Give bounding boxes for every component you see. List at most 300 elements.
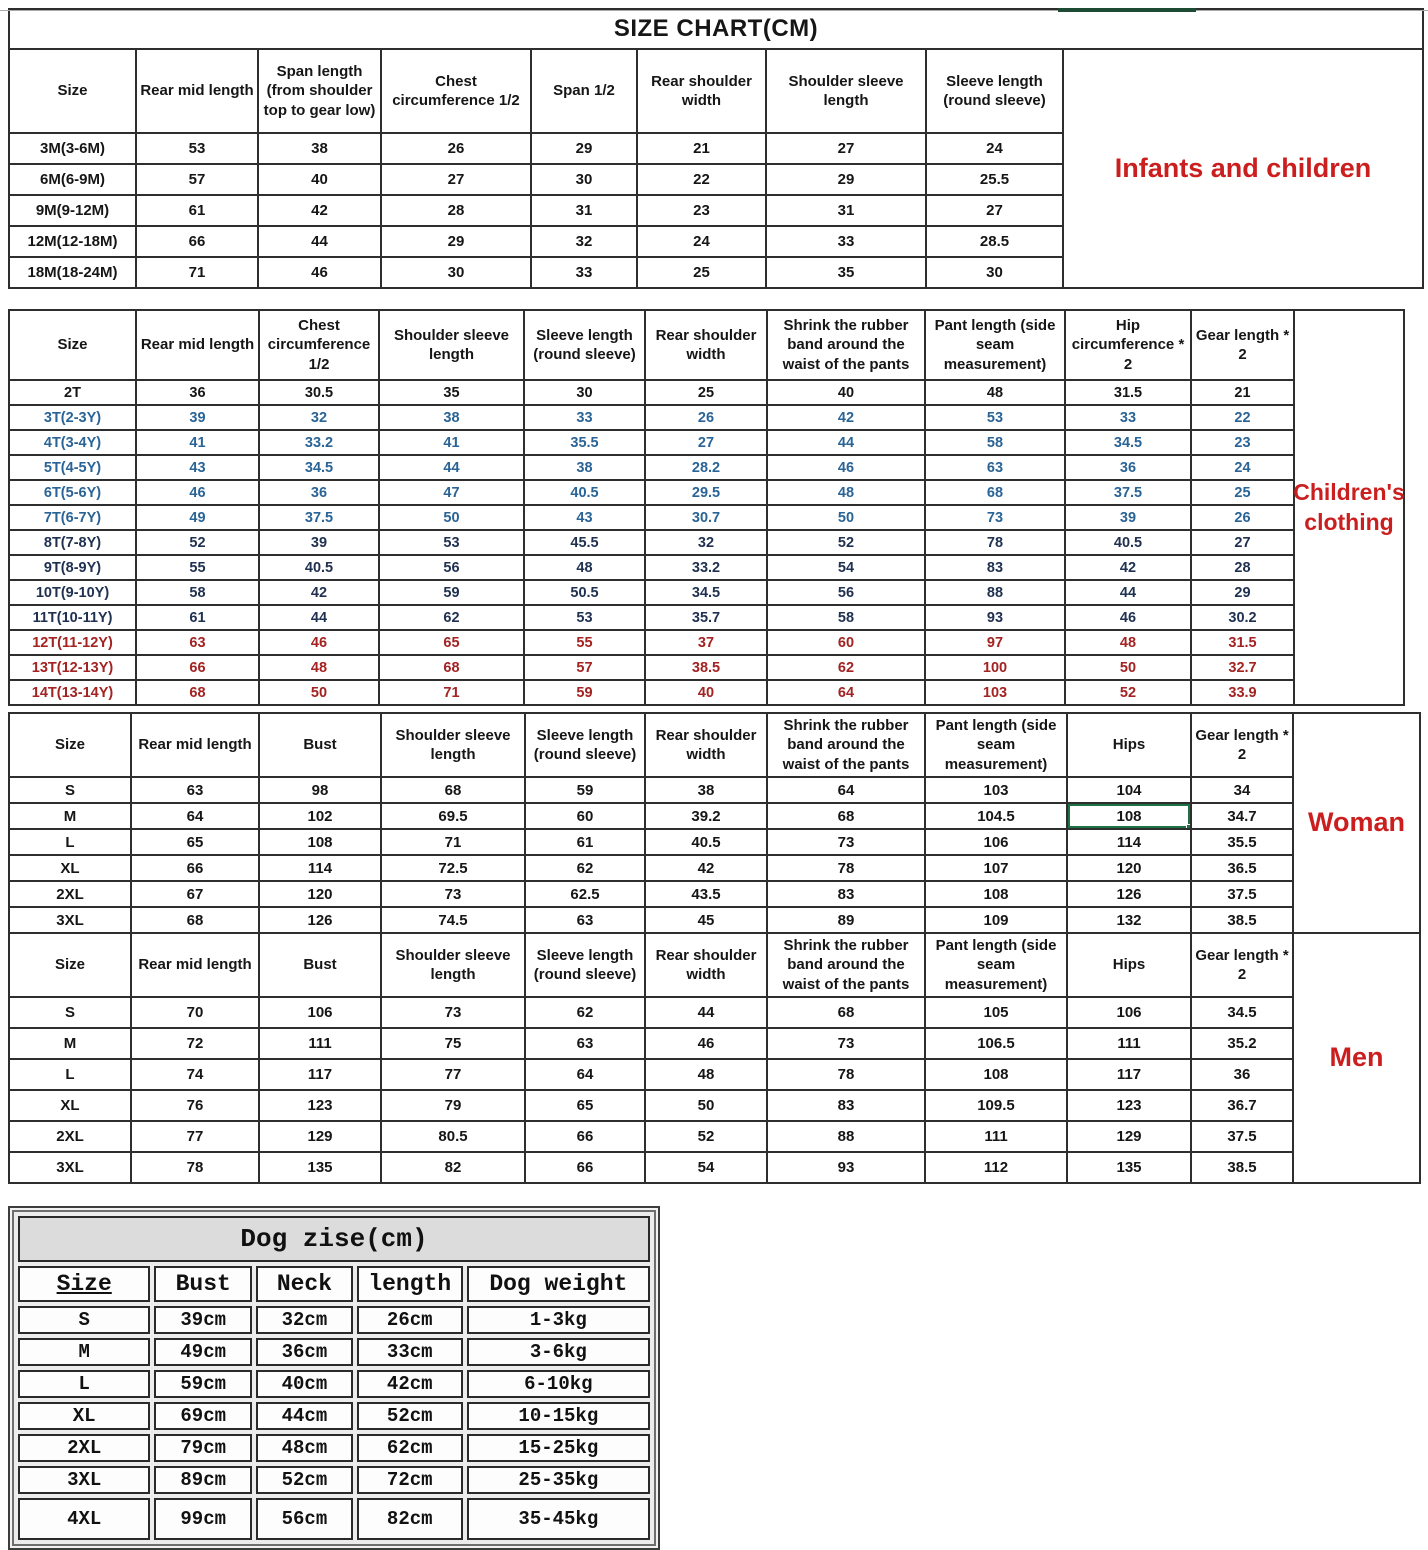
value-cell: 34 <box>1191 777 1293 803</box>
value-cell: 71 <box>136 257 258 288</box>
value-cell: 29 <box>381 226 531 257</box>
value-cell: 62 <box>767 655 925 680</box>
column-header: Size <box>9 713 131 777</box>
column-header: Span length (from shoulder top to gear low) <box>258 49 381 133</box>
table-row <box>18 1338 650 1366</box>
children-section <box>8 309 1424 706</box>
value-cell: 28.2 <box>645 455 767 480</box>
column-header: Pant length (side seam measurement) <box>925 310 1065 380</box>
value-cell: 50 <box>767 505 925 530</box>
value-cell: 35 <box>379 380 524 405</box>
column-header: Hips <box>1067 933 1191 997</box>
value-cell: 65 <box>525 1090 645 1121</box>
size-cell: 13T(12-13Y) <box>9 655 136 680</box>
value-cell: 109 <box>925 907 1067 933</box>
men-label: Men <box>1294 932 1421 1184</box>
value-cell: 64 <box>131 803 259 829</box>
value-cell: 22 <box>637 164 766 195</box>
value-cell: 73 <box>767 1028 925 1059</box>
size-cell: 3M(3-6M) <box>9 133 136 164</box>
size-cell: 9T(8-9Y) <box>9 555 136 580</box>
table-row <box>18 1466 650 1494</box>
column-header: Sleeve length (round sleeve) <box>926 49 1063 133</box>
table-row <box>9 257 1063 288</box>
size-cell: S <box>18 1306 150 1334</box>
value-cell: 36 <box>259 480 379 505</box>
value-cell: 40.5 <box>1065 530 1191 555</box>
value-cell: 48 <box>767 480 925 505</box>
column-header: Shrink the rubber band around the waist of the pants <box>767 310 925 380</box>
value-cell: 105 <box>925 997 1067 1028</box>
value-cell: 55 <box>524 630 645 655</box>
value-cell: 33 <box>766 226 926 257</box>
value-cell: 111 <box>925 1121 1067 1152</box>
value-cell: 106 <box>1067 997 1191 1028</box>
value-cell: 29 <box>1191 580 1294 605</box>
value-cell: 135 <box>1067 1152 1191 1183</box>
value-cell: 34.5 <box>645 580 767 605</box>
value-cell: 42 <box>1065 555 1191 580</box>
size-cell: 9M(9-12M) <box>9 195 136 226</box>
size-cell: 4XL <box>18 1498 150 1540</box>
value-cell: 35.7 <box>645 605 767 630</box>
value-cell: 76 <box>131 1090 259 1121</box>
size-cell: S <box>9 777 131 803</box>
value-cell: 44 <box>645 997 767 1028</box>
value-cell: 117 <box>259 1059 381 1090</box>
value-cell: 32 <box>645 530 767 555</box>
size-cell: 3XL <box>18 1466 150 1494</box>
value-cell: 58 <box>925 430 1065 455</box>
value-cell: 44 <box>259 605 379 630</box>
column-header: Shrink the rubber band around the waist of the pants <box>767 933 925 997</box>
value-cell: 106 <box>259 997 381 1028</box>
value-cell: 45.5 <box>524 530 645 555</box>
value-cell: 42 <box>258 195 381 226</box>
value-cell: 111 <box>1067 1028 1191 1059</box>
value-cell: 45 <box>645 907 767 933</box>
value-cell: 98 <box>259 777 381 803</box>
value-cell: 42cm <box>357 1370 463 1398</box>
value-cell: 99cm <box>154 1498 252 1540</box>
value-cell: 126 <box>1067 881 1191 907</box>
size-chart-sheet <box>8 8 1424 1550</box>
value-cell: 28.5 <box>926 226 1063 257</box>
value-cell: 30.7 <box>645 505 767 530</box>
column-header: Rear shoulder width <box>637 49 766 133</box>
size-cell: 5T(4-5Y) <box>9 455 136 480</box>
woman-label: Woman <box>1294 712 1421 934</box>
value-cell: 44 <box>258 226 381 257</box>
value-cell: 25-35kg <box>467 1466 650 1494</box>
table-row <box>9 655 1294 680</box>
value-cell: 6-10kg <box>467 1370 650 1398</box>
infants-size-table <box>8 48 1064 289</box>
value-cell: 135 <box>259 1152 381 1183</box>
value-cell: 56 <box>767 580 925 605</box>
column-header: Shoulder sleeve length <box>381 713 525 777</box>
size-cell: 3T(2-3Y) <box>9 405 136 430</box>
size-cell: L <box>9 1059 131 1090</box>
value-cell: 35.5 <box>1191 829 1293 855</box>
table-row <box>18 1434 650 1462</box>
value-cell: 57 <box>524 655 645 680</box>
column-selection-highlight <box>1058 8 1196 12</box>
value-cell: 62 <box>525 997 645 1028</box>
value-cell: 41 <box>136 430 259 455</box>
value-cell: 59 <box>379 580 524 605</box>
value-cell: 39 <box>1065 505 1191 530</box>
value-cell: 42 <box>259 580 379 605</box>
value-cell: 29.5 <box>645 480 767 505</box>
size-cell: 12T(11-12Y) <box>9 630 136 655</box>
size-cell: M <box>18 1338 150 1366</box>
column-header: Shrink the rubber band around the waist of the pants <box>767 713 925 777</box>
value-cell: 50 <box>1065 655 1191 680</box>
value-cell: 72 <box>131 1028 259 1059</box>
column-header: Size <box>9 310 136 380</box>
value-cell: 59cm <box>154 1370 252 1398</box>
value-cell: 123 <box>1067 1090 1191 1121</box>
value-cell: 37.5 <box>259 505 379 530</box>
table-row <box>9 680 1294 705</box>
value-cell: 23 <box>1191 430 1294 455</box>
table-row <box>9 405 1294 430</box>
value-cell: 67 <box>131 881 259 907</box>
value-cell: 89 <box>767 907 925 933</box>
value-cell: 36.5 <box>1191 855 1293 881</box>
value-cell: 72cm <box>357 1466 463 1494</box>
value-cell: 48 <box>645 1059 767 1090</box>
value-cell: 46 <box>258 257 381 288</box>
value-cell: 30 <box>381 257 531 288</box>
value-cell: 31 <box>766 195 926 226</box>
value-cell: 30 <box>926 257 1063 288</box>
infants-section <box>8 8 1424 289</box>
value-cell: 27 <box>766 133 926 164</box>
table-row <box>9 1121 1293 1152</box>
value-cell: 37.5 <box>1065 480 1191 505</box>
value-cell: 40cm <box>256 1370 353 1398</box>
dog-table-title: Dog zise(cm) <box>18 1216 650 1262</box>
value-cell: 47 <box>379 480 524 505</box>
value-cell: 28 <box>381 195 531 226</box>
value-cell: 21 <box>1191 380 1294 405</box>
value-cell: 104.5 <box>925 803 1067 829</box>
column-header: Hips <box>1067 713 1191 777</box>
value-cell: 104 <box>1067 777 1191 803</box>
value-cell: 48 <box>1065 630 1191 655</box>
value-cell: 31 <box>531 195 637 226</box>
column-header: length <box>357 1266 463 1302</box>
table-row <box>9 803 1293 829</box>
column-header: Shoulder sleeve length <box>381 933 525 997</box>
value-cell: 44 <box>1065 580 1191 605</box>
value-cell: 78 <box>767 1059 925 1090</box>
size-cell: 2XL <box>9 881 131 907</box>
value-cell: 108 <box>259 829 381 855</box>
value-cell: 66 <box>136 226 258 257</box>
value-cell: 65 <box>131 829 259 855</box>
value-cell: 79cm <box>154 1434 252 1462</box>
column-header: Rear shoulder width <box>645 713 767 777</box>
value-cell: 53 <box>136 133 258 164</box>
value-cell: 33cm <box>357 1338 463 1366</box>
value-cell: 102 <box>259 803 381 829</box>
value-cell: 78 <box>131 1152 259 1183</box>
value-cell: 22 <box>1191 405 1294 430</box>
value-cell: 49 <box>136 505 259 530</box>
value-cell: 88 <box>925 580 1065 605</box>
infants-band <box>8 48 1424 289</box>
value-cell: 68 <box>767 997 925 1028</box>
value-cell: 77 <box>381 1059 525 1090</box>
table-row <box>18 1370 650 1398</box>
value-cell: 80.5 <box>381 1121 525 1152</box>
dog-size-table <box>14 1212 654 1544</box>
men-band <box>8 932 1424 1184</box>
column-header: Size <box>9 49 136 133</box>
size-cell: 18M(18-24M) <box>9 257 136 288</box>
value-cell: 41 <box>379 430 524 455</box>
value-cell: 66 <box>136 655 259 680</box>
value-cell: 68 <box>381 777 525 803</box>
value-cell: 50 <box>259 680 379 705</box>
value-cell: 77 <box>131 1121 259 1152</box>
value-cell: 21 <box>637 133 766 164</box>
size-cell: 14T(13-14Y) <box>9 680 136 705</box>
value-cell: 40 <box>258 164 381 195</box>
value-cell: 52 <box>1065 680 1191 705</box>
value-cell: 32cm <box>256 1306 353 1334</box>
value-cell: 46 <box>645 1028 767 1059</box>
table-row <box>9 605 1294 630</box>
size-cell: 12M(12-18M) <box>9 226 136 257</box>
value-cell: 82 <box>381 1152 525 1183</box>
value-cell: 74 <box>131 1059 259 1090</box>
table-row <box>9 1059 1293 1090</box>
value-cell: 33.2 <box>645 555 767 580</box>
column-header: Sleeve length (round sleeve) <box>524 310 645 380</box>
value-cell: 48 <box>524 555 645 580</box>
value-cell: 38.5 <box>1191 1152 1293 1183</box>
infants-label: Infants and children <box>1064 48 1424 289</box>
value-cell: 10-15kg <box>467 1402 650 1430</box>
value-cell: 25 <box>637 257 766 288</box>
value-cell: 37 <box>645 630 767 655</box>
value-cell: 66 <box>525 1121 645 1152</box>
value-cell: 48 <box>259 655 379 680</box>
value-cell: 60 <box>767 630 925 655</box>
column-header: Dog weight <box>467 1266 650 1302</box>
value-cell: 39 <box>259 530 379 555</box>
table-row <box>9 505 1294 530</box>
value-cell: 3-6kg <box>467 1338 650 1366</box>
column-header: Sleeve length (round sleeve) <box>525 933 645 997</box>
value-cell: 36 <box>1191 1059 1293 1090</box>
value-cell: 30.5 <box>259 380 379 405</box>
value-cell: 62cm <box>357 1434 463 1462</box>
column-header: Shoulder sleeve length <box>379 310 524 380</box>
column-header: Neck <box>256 1266 353 1302</box>
value-cell: 103 <box>925 777 1067 803</box>
woman-section <box>8 712 1424 934</box>
size-cell: 4T(3-4Y) <box>9 430 136 455</box>
value-cell: 88 <box>767 1121 925 1152</box>
value-cell: 40.5 <box>524 480 645 505</box>
size-cell: 3XL <box>9 907 131 933</box>
column-header: Rear mid length <box>136 49 258 133</box>
value-cell: 62 <box>379 605 524 630</box>
value-cell: 53 <box>524 605 645 630</box>
value-cell: 24 <box>926 133 1063 164</box>
value-cell: 63 <box>925 455 1065 480</box>
value-cell: 46 <box>767 455 925 480</box>
value-cell: 93 <box>925 605 1065 630</box>
column-header: Gear length * 2 <box>1191 713 1293 777</box>
value-cell: 48 <box>925 380 1065 405</box>
woman-size-table <box>8 712 1294 934</box>
size-cell: 6T(5-6Y) <box>9 480 136 505</box>
value-cell: 78 <box>767 855 925 881</box>
value-cell: 100 <box>925 655 1065 680</box>
value-cell: 132 <box>1067 907 1191 933</box>
value-cell: 64 <box>767 777 925 803</box>
dog-table-frame <box>12 1210 656 1546</box>
value-cell: 27 <box>645 430 767 455</box>
size-cell: 6M(6-9M) <box>9 164 136 195</box>
value-cell: 34.5 <box>1191 997 1293 1028</box>
value-cell: 58 <box>767 605 925 630</box>
table-row <box>18 1498 650 1540</box>
value-cell: 69cm <box>154 1402 252 1430</box>
size-cell: 2T <box>9 380 136 405</box>
value-cell: 71 <box>379 680 524 705</box>
value-cell: 26 <box>645 405 767 430</box>
men-size-table <box>8 932 1294 1184</box>
value-cell: 50 <box>379 505 524 530</box>
size-cell: 3XL <box>9 1152 131 1183</box>
value-cell: 83 <box>767 1090 925 1121</box>
table-row <box>9 530 1294 555</box>
table-row <box>18 1402 650 1430</box>
value-cell: 64 <box>767 680 925 705</box>
value-cell: 30.2 <box>1191 605 1294 630</box>
value-cell: 73 <box>381 997 525 1028</box>
value-cell: 78 <box>925 530 1065 555</box>
value-cell: 109.5 <box>925 1090 1067 1121</box>
spreadsheet-gridline <box>0 10 1428 11</box>
value-cell: 38 <box>524 455 645 480</box>
value-cell: 48cm <box>256 1434 353 1462</box>
value-cell: 27 <box>381 164 531 195</box>
size-cell: XL <box>9 855 131 881</box>
column-header: Pant length (side seam measurement) <box>925 933 1067 997</box>
dog-section <box>8 1206 660 1550</box>
value-cell: 50 <box>645 1090 767 1121</box>
column-header: Chest circumference 1/2 <box>381 49 531 133</box>
value-cell: 34.5 <box>1065 430 1191 455</box>
value-cell: 54 <box>767 555 925 580</box>
value-cell: 33 <box>524 405 645 430</box>
value-cell: 52 <box>645 1121 767 1152</box>
value-cell: 25 <box>1191 480 1294 505</box>
value-cell: 32.7 <box>1191 655 1294 680</box>
column-header: Gear length * 2 <box>1191 310 1294 380</box>
value-cell: 27 <box>926 195 1063 226</box>
column-header: Hip circumference * 2 <box>1065 310 1191 380</box>
value-cell: 83 <box>767 881 925 907</box>
value-cell: 33.2 <box>259 430 379 455</box>
value-cell: 43 <box>136 455 259 480</box>
value-cell: 32 <box>531 226 637 257</box>
table-row <box>9 195 1063 226</box>
value-cell: 82cm <box>357 1498 463 1540</box>
value-cell: 63 <box>525 1028 645 1059</box>
value-cell: 93 <box>767 1152 925 1183</box>
value-cell: 97 <box>925 630 1065 655</box>
value-cell: 52 <box>767 530 925 555</box>
value-cell: 33.9 <box>1191 680 1294 705</box>
column-header: Rear mid length <box>131 933 259 997</box>
value-cell: 33 <box>1065 405 1191 430</box>
value-cell: 68 <box>136 680 259 705</box>
value-cell: 68 <box>131 907 259 933</box>
value-cell: 35.2 <box>1191 1028 1293 1059</box>
value-cell: 34.7 <box>1191 803 1293 829</box>
size-cell: L <box>18 1370 150 1398</box>
table-row <box>9 855 1293 881</box>
column-header: Pant length (side seam measurement) <box>925 713 1067 777</box>
value-cell: 40 <box>767 380 925 405</box>
value-cell: 112 <box>925 1152 1067 1183</box>
value-cell: 61 <box>136 605 259 630</box>
value-cell: 63 <box>131 777 259 803</box>
size-cell: XL <box>18 1402 150 1430</box>
value-cell: 50.5 <box>524 580 645 605</box>
value-cell: 25.5 <box>926 164 1063 195</box>
value-cell: 53 <box>379 530 524 555</box>
value-cell: 44 <box>379 455 524 480</box>
size-cell: 11T(10-11Y) <box>9 605 136 630</box>
value-cell: 107 <box>925 855 1067 881</box>
value-cell: 35-45kg <box>467 1498 650 1540</box>
value-cell: 23 <box>637 195 766 226</box>
column-header: Gear length * 2 <box>1191 933 1293 997</box>
column-header: Chest circumference 1/2 <box>259 310 379 380</box>
size-cell: M <box>9 803 131 829</box>
value-cell: 74.5 <box>381 907 525 933</box>
value-cell: 65 <box>379 630 524 655</box>
value-cell: 46 <box>136 480 259 505</box>
column-header: Rear mid length <box>136 310 259 380</box>
value-cell: 62 <box>525 855 645 881</box>
value-cell: 31.5 <box>1065 380 1191 405</box>
value-cell: 126 <box>259 907 381 933</box>
value-cell: 72.5 <box>381 855 525 881</box>
table-row <box>9 1090 1293 1121</box>
value-cell: 68 <box>925 480 1065 505</box>
table-row <box>18 1306 650 1334</box>
value-cell: 52cm <box>357 1402 463 1430</box>
table-row <box>9 829 1293 855</box>
value-cell: 38 <box>258 133 381 164</box>
value-cell: 42 <box>645 855 767 881</box>
children-band <box>8 309 1424 706</box>
value-cell: 37.5 <box>1191 881 1293 907</box>
children-label: Children's clothing <box>1295 309 1405 706</box>
value-cell: 36 <box>1065 455 1191 480</box>
